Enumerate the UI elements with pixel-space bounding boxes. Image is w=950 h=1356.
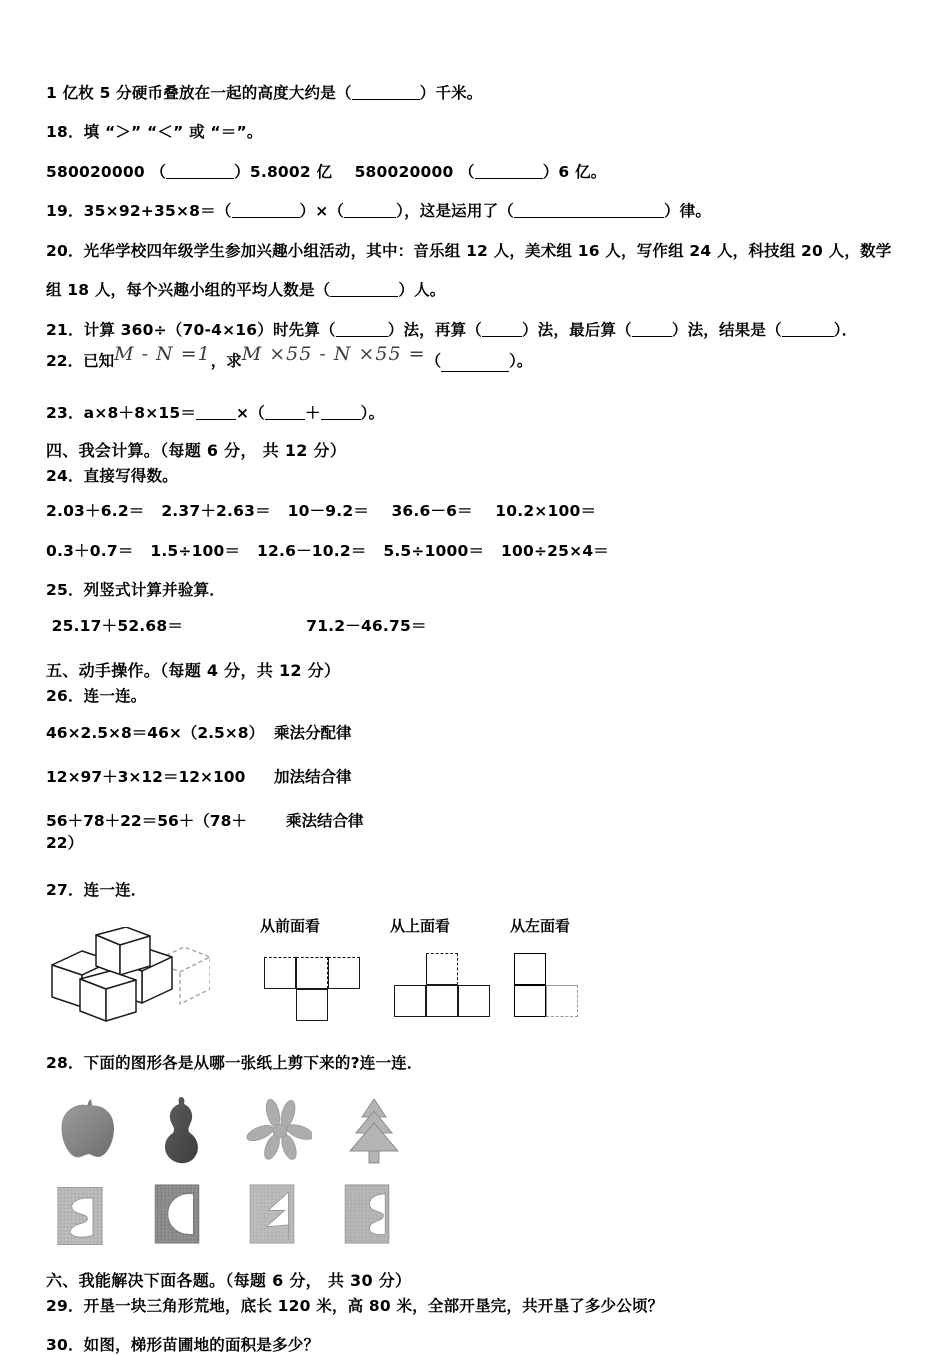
answer-blank[interactable] xyxy=(166,166,234,179)
view-label-left: 从左面看 xyxy=(510,917,571,936)
expression: 1.5÷100＝ xyxy=(150,541,241,560)
question-24-stem: 直接写得数。 xyxy=(83,466,178,485)
question-23-number: 23． xyxy=(46,404,84,423)
question-19-part-c: ），这是运用了（ xyxy=(396,202,514,221)
left-view-shape[interactable] xyxy=(514,953,594,1023)
grid-cell xyxy=(328,957,360,989)
expression: 71.2－46.75＝ xyxy=(306,616,427,635)
question-20-part-b: ）人。 xyxy=(398,281,446,300)
question-21 xyxy=(46,319,920,341)
question-19-part-a: 35×92+35×8＝（ xyxy=(83,202,232,221)
expression: 2.03＋6.2＝ xyxy=(46,502,145,521)
question-22-formula-2: M ×55 - N ×55 = xyxy=(241,343,426,366)
question-25 xyxy=(46,579,920,601)
answer-blank[interactable] xyxy=(475,166,543,179)
answer-blank[interactable] xyxy=(336,324,388,337)
match-expression[interactable]: 46×2.5×8＝46×（2.5×8） xyxy=(46,723,265,742)
question-21-part-d: ）法，结果是（ xyxy=(671,320,782,339)
question-22-paren-open: （ xyxy=(425,352,442,371)
question-26-number: 26． xyxy=(46,687,84,706)
answer-blank[interactable] xyxy=(321,407,361,420)
question-27-number: 27． xyxy=(46,880,84,899)
question-27 xyxy=(46,879,920,901)
question-18-part-c: ）6 亿。 xyxy=(542,162,607,181)
worksheet-content xyxy=(46,82,920,1356)
question-20-line1: 光华学校四年级学生参加兴趣小组活动，其中：音乐组 12 人，美术组 16 人，写作组 24 人，科技组 20 人，数学 xyxy=(83,241,892,260)
question-22-find-label: ，求 xyxy=(210,352,242,371)
expression: 36.6－6＝ xyxy=(391,502,473,521)
view-label-top: 从上面看 xyxy=(390,917,451,936)
question-30-stem: 如图，梯形苗圃地的面积是多少？ xyxy=(83,1335,320,1354)
question-28-stem: 下面的图形各是从哪一张纸上剪下来的?连一连． xyxy=(83,1054,423,1073)
question-22-number: 22． xyxy=(46,352,84,371)
question-20 xyxy=(46,240,920,262)
question-29 xyxy=(46,1295,920,1317)
answer-blank[interactable] xyxy=(232,205,300,218)
match-expression[interactable]: 12×97＋3×12＝12×100 xyxy=(46,767,246,786)
flower-cutout-icon[interactable] xyxy=(246,1099,312,1161)
question-27-stem: 连一连． xyxy=(83,880,147,899)
grid-cell xyxy=(296,989,328,1021)
question-18-line2 xyxy=(46,161,920,183)
answer-blank[interactable] xyxy=(352,87,420,100)
question-24-row-2 xyxy=(46,540,920,562)
expression: 10－9.2＝ xyxy=(287,502,370,521)
question-26-stem: 连一连。 xyxy=(83,687,147,706)
expression: 25.17＋52.68＝ xyxy=(51,616,184,635)
view-label-front: 从前面看 xyxy=(260,917,321,936)
expression: 0.3＋0.7＝ xyxy=(46,541,134,560)
section-4-heading: 四、我会计算。（每题 6 分， 共 12 分） xyxy=(46,440,347,460)
question-17-text-end: ）千米。 xyxy=(419,84,483,102)
question-19-part-d: ）律。 xyxy=(663,202,712,221)
grid-cell xyxy=(426,953,458,985)
question-19-part-b: ）×（ xyxy=(299,202,345,221)
apple-cutout-icon[interactable] xyxy=(56,1097,120,1163)
question-24 xyxy=(46,465,920,487)
question-22-known-label: 已知 xyxy=(83,352,115,371)
question-24-row-1 xyxy=(46,500,920,522)
gourd-cutout-icon[interactable] xyxy=(153,1095,211,1165)
expression: 10.2×100＝ xyxy=(495,502,597,521)
expression: 100÷25×4＝ xyxy=(501,541,609,560)
question-17-tail xyxy=(46,82,920,104)
expression: 5.5÷1000＝ xyxy=(383,541,485,560)
grid-cell-faint xyxy=(546,985,578,1017)
question-25-stem: 列竖式计算并验算． xyxy=(83,581,225,600)
match-row[interactable] xyxy=(46,809,920,853)
question-27-figures xyxy=(46,911,920,1039)
question-29-number: 29． xyxy=(46,1296,84,1315)
question-20-number: 20． xyxy=(46,241,84,260)
question-18-part-a: 580020000 （ xyxy=(46,162,167,181)
question-28-figures xyxy=(46,1087,920,1255)
question-21-part-b: ）法，再算（ xyxy=(387,320,482,339)
match-expression[interactable]: 56＋78＋22＝56＋（78＋22） xyxy=(46,811,247,852)
answer-blank[interactable] xyxy=(330,284,398,297)
question-19 xyxy=(46,200,920,222)
cube-solid-isometric[interactable] xyxy=(50,927,210,1032)
match-law[interactable]: 乘法结合律 xyxy=(286,811,364,830)
answer-blank[interactable] xyxy=(441,359,509,372)
front-view-shape[interactable] xyxy=(264,957,374,1027)
question-23 xyxy=(46,402,920,424)
question-18 xyxy=(46,121,920,143)
question-25-number: 25． xyxy=(46,581,84,600)
answer-blank[interactable] xyxy=(782,324,834,337)
question-21-part-e: ）． xyxy=(833,320,858,339)
question-23-part-d: ）。 xyxy=(360,404,385,423)
question-18-part-b: ）5.8002 亿 580020000 （ xyxy=(234,162,475,181)
question-21-number: 21． xyxy=(46,320,84,339)
answer-blank[interactable] xyxy=(482,324,522,337)
question-20-part-a: 组 18 人，每个兴趣小组的平均人数是（ xyxy=(46,281,331,300)
question-21-part-a: 计算 360÷（70-4×16）时先算（ xyxy=(83,320,336,339)
question-23-part-c: ＋ xyxy=(304,404,321,423)
grid-cell xyxy=(394,985,426,1017)
question-23-part-b: ×（ xyxy=(236,404,265,423)
match-law[interactable]: 乘法分配律 xyxy=(274,723,352,742)
question-25-expressions xyxy=(46,615,920,637)
tree-cutout-icon[interactable] xyxy=(343,1097,405,1165)
section-5-heading: 五、动手操作。（每题 4 分，共 12 分） xyxy=(46,661,341,681)
grid-cell xyxy=(296,957,328,989)
answer-blank[interactable] xyxy=(632,324,672,337)
question-28-number: 28． xyxy=(46,1054,84,1073)
match-row[interactable] xyxy=(46,765,920,787)
question-17-text: 1 亿枚 5 分硬币叠放在一起的高度大约是（ xyxy=(46,84,352,102)
question-18-stem: 填 “＞” “＜” 或 “＝”。 xyxy=(83,123,263,142)
question-22-paren-close: ）。 xyxy=(509,352,533,371)
question-30 xyxy=(46,1334,920,1356)
expression: 2.37＋2.63＝ xyxy=(161,502,271,521)
grid-cell xyxy=(514,953,546,985)
section-6-heading: 六、我能解决下面各题。（每题 6 分， 共 30 分） xyxy=(46,1270,412,1290)
match-row[interactable] xyxy=(46,721,920,743)
answer-blank[interactable] xyxy=(344,205,396,218)
top-view-shape[interactable] xyxy=(394,953,504,1023)
question-18-number: 18． xyxy=(46,123,84,142)
paper-remnant-1-icon[interactable] xyxy=(56,1185,104,1247)
answer-blank[interactable] xyxy=(265,407,305,420)
grid-cell xyxy=(426,985,458,1017)
question-21-part-c: ）法，最后算（ xyxy=(521,320,632,339)
paper-remnant-3-icon[interactable] xyxy=(248,1183,296,1245)
paper-remnant-4-icon[interactable] xyxy=(343,1183,391,1245)
question-19-number: 19． xyxy=(46,202,84,221)
grid-cell xyxy=(514,985,546,1017)
question-22 xyxy=(46,343,920,372)
question-23-part-a: a×8＋8×15＝ xyxy=(83,404,197,423)
grid-cell xyxy=(264,957,296,989)
question-24-number: 24． xyxy=(46,466,84,485)
answer-blank[interactable] xyxy=(514,205,664,218)
match-law[interactable]: 加法结合律 xyxy=(274,767,352,786)
paper-remnant-2-icon[interactable] xyxy=(153,1183,201,1245)
grid-cell xyxy=(458,985,490,1017)
answer-blank[interactable] xyxy=(196,407,236,420)
question-28 xyxy=(46,1052,920,1074)
question-26 xyxy=(46,685,920,707)
question-30-number: 30． xyxy=(46,1335,84,1354)
question-20-line2 xyxy=(46,279,920,301)
question-22-formula-1: M - N =1 xyxy=(114,343,211,366)
question-29-stem: 开垦一块三角形荒地，底长 120 米，高 80 米，全部开垦完，共开垦了多少公顷？ xyxy=(83,1296,664,1315)
expression: 12.6－10.2＝ xyxy=(257,541,367,560)
